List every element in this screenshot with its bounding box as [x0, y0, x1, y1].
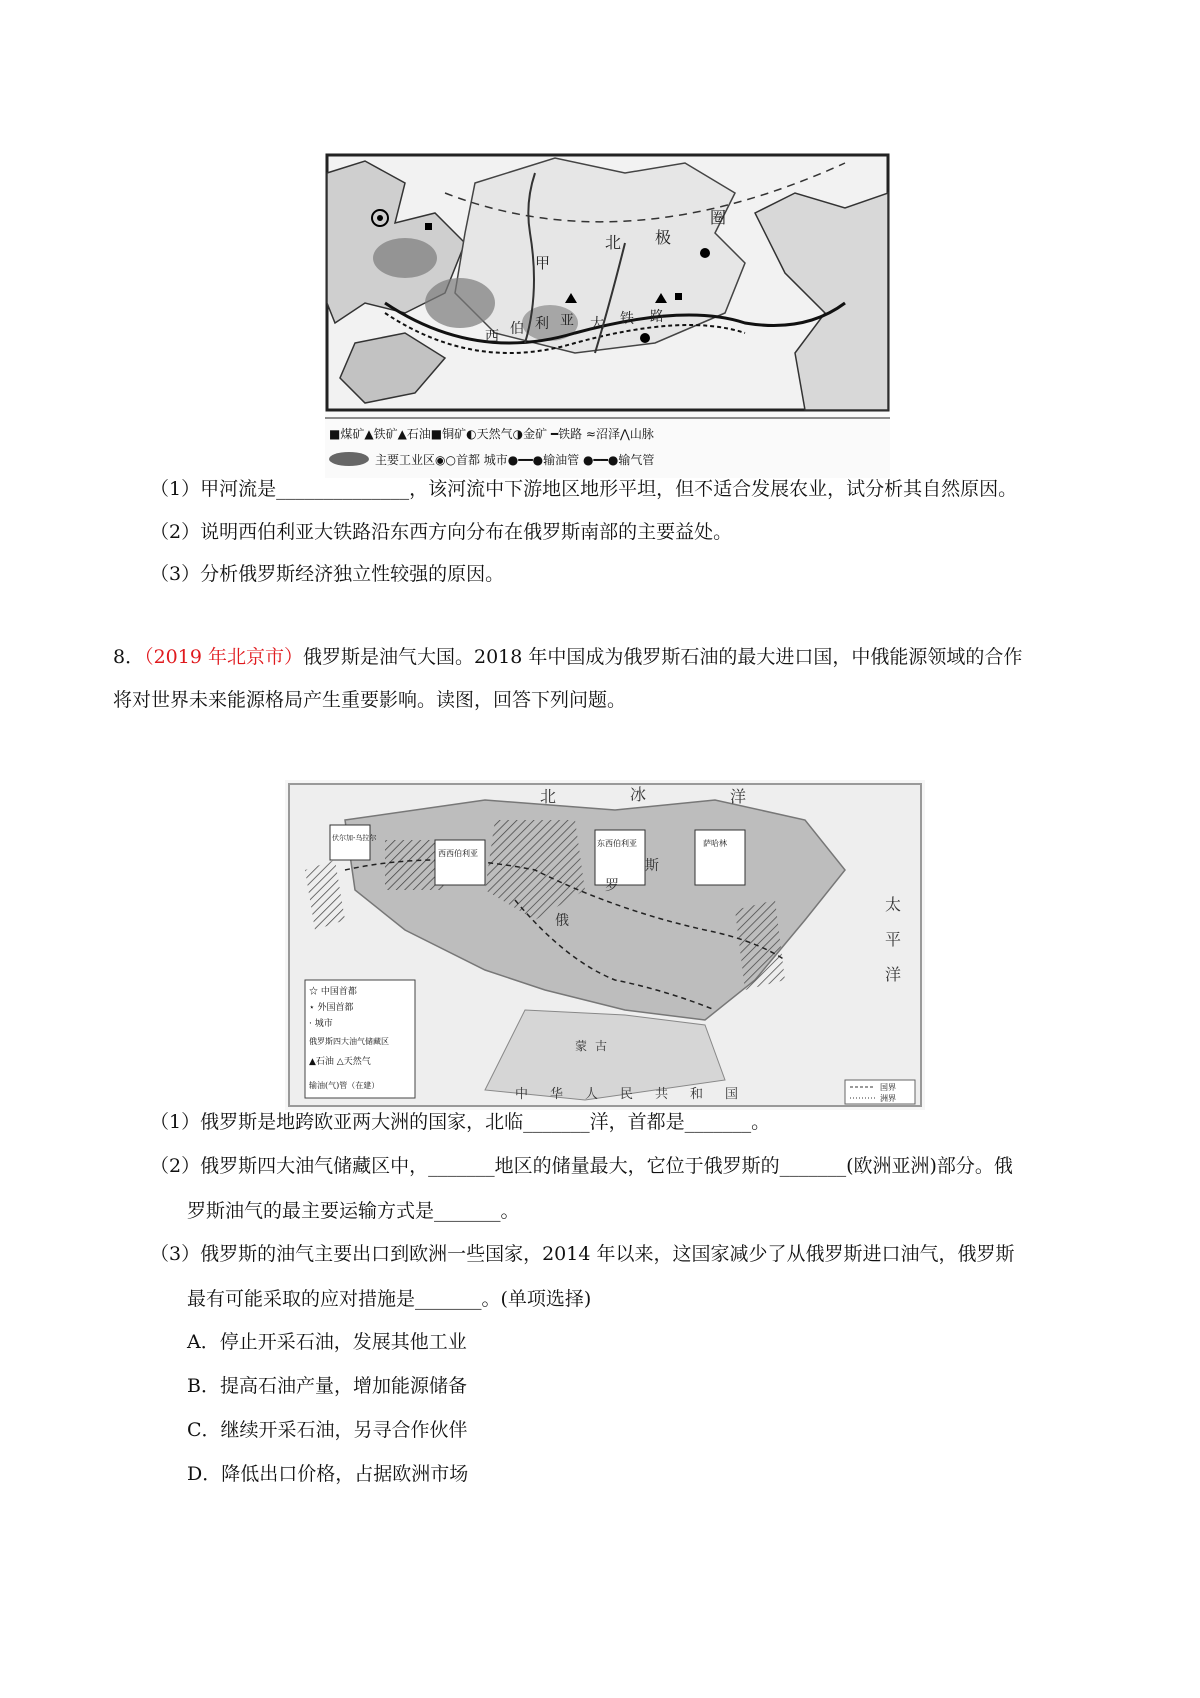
map2-legend-capital-cn: ☆ 中国首都 [309, 987, 357, 997]
q8-option-b: B．提高石油产量，增加能源储备 [187, 1375, 467, 1397]
map2-label-gu: 古 [595, 1039, 608, 1053]
map2-legend-capital-foreign: ⋆ 外国首都 [309, 1003, 354, 1013]
map2-label-bei: 北 [540, 787, 557, 806]
russia-oil-gas-map [285, 780, 925, 1110]
map2-label-bing: 冰 [630, 785, 647, 804]
map2-label-meng: 蒙 [575, 1039, 588, 1053]
map2-box-volga-ural: 伏尔加-乌拉尔 [332, 834, 377, 842]
map2-label-guo: 国 [725, 1087, 739, 1102]
map2-legend-continental: 洲界 [880, 1094, 896, 1103]
map2-box-east-siberia: 东西伯利亚 [597, 839, 637, 848]
map2-label-tai: 太 [885, 895, 902, 914]
map2-legend-national: 国界 [880, 1083, 896, 1092]
map2-label-he: 和 [690, 1087, 704, 1102]
q8-stem-line2: 将对世界未来能源格局产生重要影响。读图，回答下列问题。 [113, 689, 627, 711]
map1-label-lu: 路 [650, 309, 664, 325]
map2-legend-reserves: 俄罗斯四大油气储藏区 [309, 1037, 389, 1046]
map1-label-bo: 伯 [510, 321, 524, 337]
map1-label-ji: 极 [655, 228, 672, 247]
q8-option-d: D．降低出口价格，占据欧洲市场 [187, 1463, 469, 1485]
map2-label-hua: 华 [550, 1087, 564, 1102]
q8-sub3-line1: （3）俄罗斯的油气主要出口到欧洲一些国家，2014 年以来，这国家减少了从俄罗斯进口油气，俄罗斯 [150, 1243, 1015, 1265]
map1-label-li: 利 [535, 316, 549, 332]
map1-label-jia: 甲 [535, 254, 551, 272]
map2-legend-oil-gas: ▲石油 △天然气 [309, 1057, 371, 1067]
q7-sub2: （2）说明西伯利亚大铁路沿东西方向分布在俄罗斯南部的主要益处。 [150, 521, 733, 543]
map1-label-bei: 北 [605, 233, 622, 252]
map1-label-tie: 铁 [620, 311, 634, 327]
map2-label-ping: 平 [885, 930, 902, 949]
q7-sub1: （1）甲河流是______________，该河流中下游地区地形平坦，但不适合发展农业，试分析其自然原因。 [150, 478, 1018, 500]
map2-label-ren: 人 [585, 1087, 599, 1102]
map2-box-sakhalin: 萨哈林 [703, 839, 727, 848]
map2-legend-pipeline: 输油(气)管（在建） [309, 1081, 380, 1090]
map2-label-e: 俄 [555, 913, 569, 929]
map2-label-yang2: 洋 [885, 965, 902, 984]
q8-sub3-line2: 最有可能采取的应对措施是_______。(单项选择) [187, 1288, 592, 1310]
map1-legend-row2: 主要工业区◉○首都 城市●━━●输油管 ●━━●输气管 [375, 453, 655, 467]
map2-label-min: 民 [620, 1087, 634, 1102]
map1-label-xi: 西 [485, 329, 499, 345]
q8-sub2-line1: （2）俄罗斯四大油气储藏区中，_______地区的储量最大，它位于俄罗斯的_______(欧洲亚洲)部分。俄 [150, 1155, 1013, 1177]
q8-sub2-line2: 罗斯油气的最主要运输方式是_______。 [187, 1200, 520, 1222]
russia-resources-map [325, 153, 890, 478]
map1-label-da: 大 [590, 316, 604, 332]
map2-label-luo: 罗 [605, 878, 619, 894]
q8-option-a: A．停止开采石油，发展其他工业 [187, 1331, 467, 1353]
q8-option-c: C．继续开采石油，另寻合作伙伴 [187, 1419, 468, 1441]
q8-number: 8． [113, 646, 145, 668]
map2-label-yang1: 洋 [730, 787, 747, 806]
q8-sub1: （1）俄罗斯是地跨欧亚两大洲的国家，北临_______洋，首都是_______。 [150, 1111, 771, 1133]
map2-label-si: 斯 [645, 858, 659, 874]
map1-label-ya: 亚 [560, 313, 574, 329]
map1-legend-row1: ■煤矿▲铁矿▲石油■铜矿◐天然气◑金矿 ━铁路 ≈沼泽⋀山脉 [329, 427, 654, 441]
map2-legend-city: · 城市 [309, 1019, 333, 1029]
map2-label-zhong: 中 [515, 1087, 529, 1102]
q8-stem-text: 俄罗斯是油气大国。2018 年中国成为俄罗斯石油的最大进口国，中俄能源领域的合作 [303, 646, 1023, 668]
q8-source: （2019 年北京市） [144, 646, 303, 668]
map2-label-gong: 共 [655, 1087, 669, 1102]
q8-stem-line1 [113, 643, 1022, 671]
map2-box-west-siberia: 西西伯利亚 [438, 849, 478, 858]
q7-sub3: （3）分析俄罗斯经济独立性较强的原因。 [150, 563, 505, 585]
map1-label-quan: 圈 [710, 208, 727, 227]
